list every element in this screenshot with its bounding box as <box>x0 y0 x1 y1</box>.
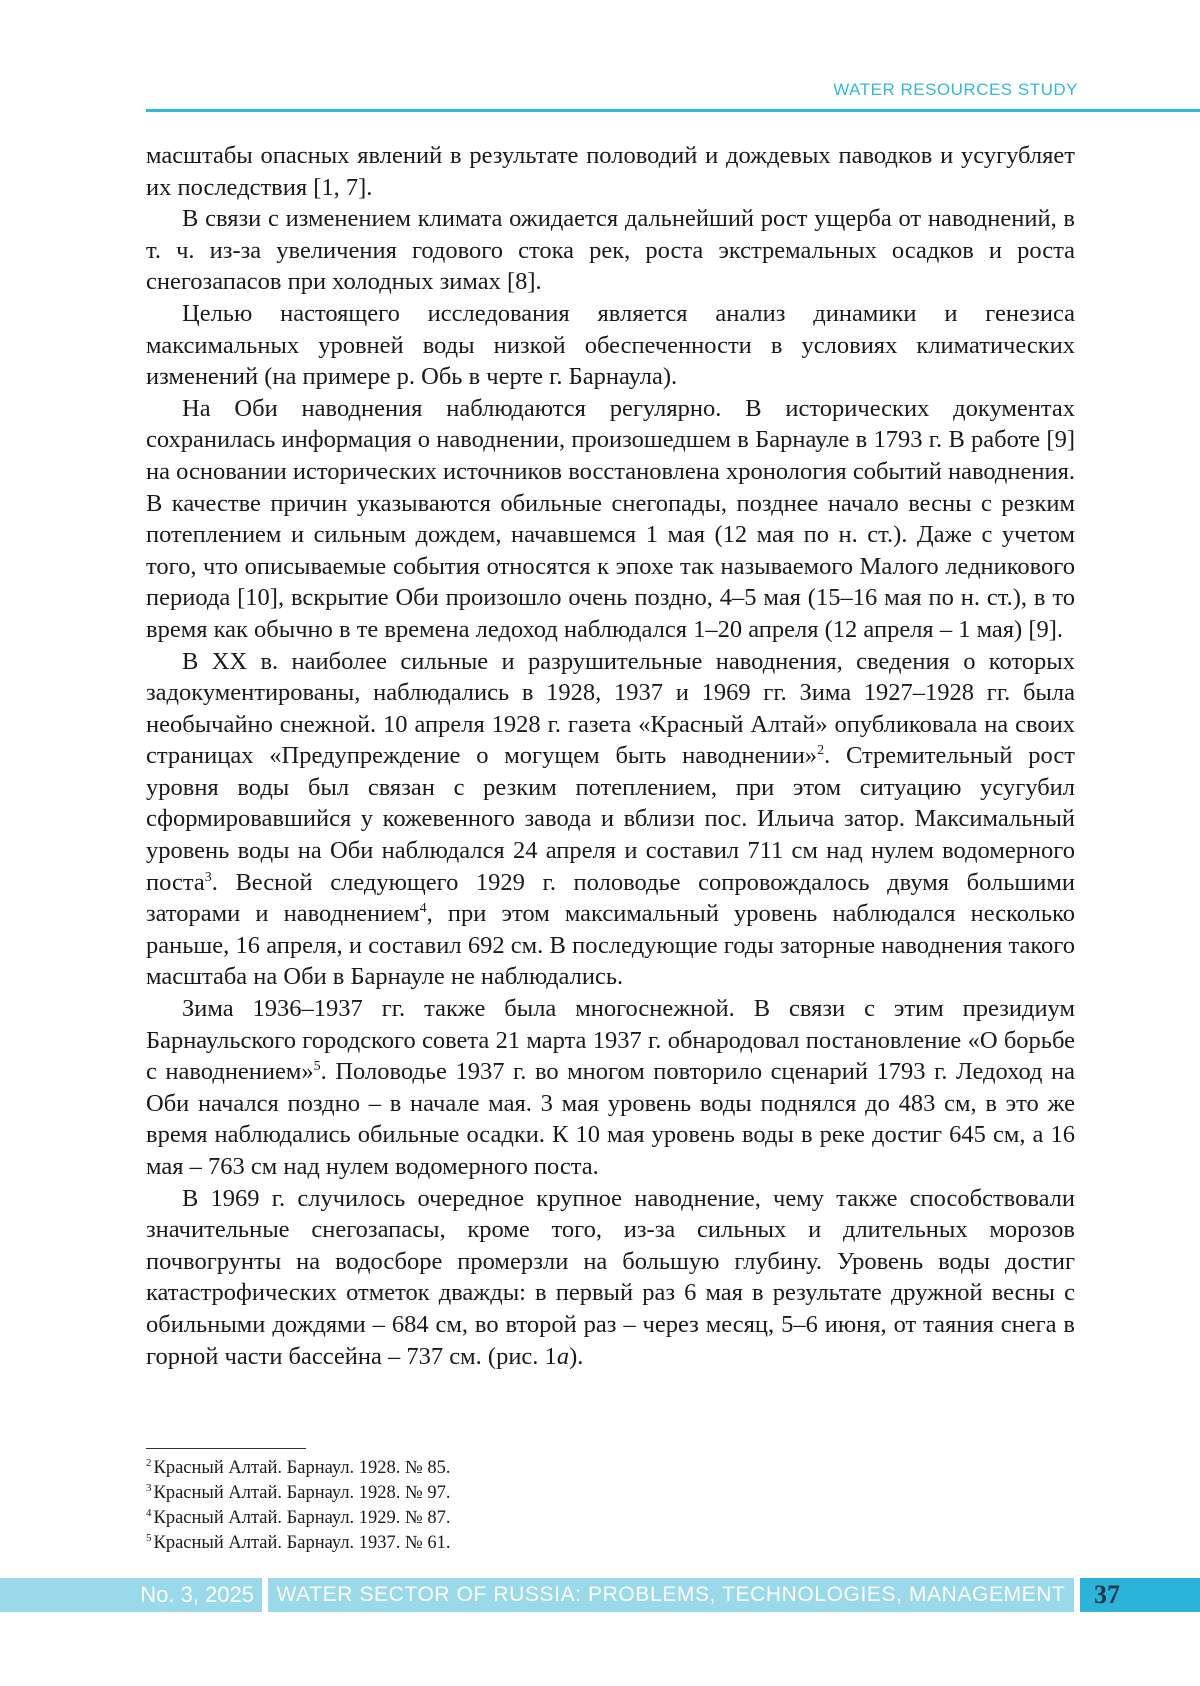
paragraph: На Оби наводнения наблюдаются регулярно. В исторических документах сохранилась информация о наводнении, произошедшем в Барнауле в 1793 г. В работе [9] на основании исторических источников восстановлена хронология событий наводнения. В качестве причин указываются обильные снегопады, позднее начало весны с резким потеплением и сильным дождем, начавшемся 1 мая (12 мая по н. ст.). Даже с учетом того, что описываемые события относятся к эпохе так называемого Малого ледникового периода [10], вскрытие Оби произошло очень поздно, 4–5 мая (15–16 мая по н. ст.), в то время как обычно в те времена ледоход наблюдался 1–20 апреля (12 апреля – 1 мая) [9]. <box>146 394 1075 643</box>
footnote-ref[interactable]: 3 <box>204 869 212 885</box>
footnote-text: Красный Алтай. Барнаул. 1928. № 97. <box>153 1483 451 1503</box>
page-footer <box>0 1578 1200 1612</box>
paragraph: Целью настоящего исследования является анализ динамики и генезиса максимальных уровней воды низкой обеспеченности в условиях климатических изменений (на примере р. Обь в черте г. Барнаула). <box>146 299 1075 391</box>
page-number: 37 <box>1080 1578 1200 1612</box>
footnote <box>146 1481 1046 1506</box>
text-run: . Стремительный рост уровня воды был связан с резким потеплением, при этом ситуацию усугубил сформировавшийся у кожевенного завода и вблизи пос. Ильича затор. Максимальный уровень воды на Оби наблюдался 24 апреля и составил 711 см над нулем водомерного поста <box>146 742 1075 896</box>
footnote-number: 5 <box>146 1531 152 1544</box>
text-run: , при этом максимальный уровень наблюдался несколько раньше, 16 апреля, и составил 692 см. В последующие годы заторные наводнения такого масштаба на Оби в Барнауле не наблюдались. <box>146 900 1075 991</box>
footnote <box>146 1456 1046 1481</box>
text-run: . Половодье 1937 г. во многом повторило сценарий 1793 г. Ледоход на Оби начался поздно – в начале мая. 3 мая уровень воды поднялся до 483 см, в это же время наблюдались обильные осадки. К 10 мая уровень воды в реке достиг 645 см, а 16 мая – 763 см над нулем водомерного поста. <box>146 1058 1075 1180</box>
running-header: WATER RESOURCES STUDY <box>833 80 1078 99</box>
footnote-text: Красный Алтай. Барнаул. 1937. № 61. <box>153 1533 451 1553</box>
journal-title: WATER SECTOR OF RUSSIA: PROBLEMS, TECHNOLOGIES, MANAGEMENT <box>268 1578 1074 1612</box>
footnote-text: Красный Алтай. Барнаул. 1929. № 87. <box>153 1508 451 1528</box>
text-run: В 1969 г. случилось очередное крупное наводнение, чему также способствовали значительные снегозапасы, кроме того, из-за сильных и длительных морозов почвогрунты на водосборе промерзли на большую глубину. Уровень воды достиг катастрофических отметок дважды: в первый раз 6 мая в результате дружной весны с обильными дождями – 684 см, во второй раз – через месяц, 5–6 июня, от таяния снега в горной части бассейна – 737 см. (рис. 1 <box>146 1184 1075 1370</box>
paragraph: масштабы опасных явлений в результате половодий и дождевых паводков и усугубляет их последствия [1, 7]. <box>146 142 1075 201</box>
footnotes <box>146 1456 1046 1556</box>
paragraph <box>146 1183 1075 1373</box>
footnote-number: 3 <box>146 1481 152 1494</box>
text-run: . Весной следующего 1929 г. половодье сопровождалось двумя большими заторами и наводнением <box>146 868 1075 928</box>
footnote-ref[interactable]: 2 <box>817 743 825 759</box>
footnote <box>146 1506 1046 1531</box>
footnote-rule <box>146 1448 306 1449</box>
paragraph <box>146 646 1075 994</box>
footnote <box>146 1531 1046 1556</box>
paragraph <box>146 993 1075 1183</box>
text-run: В XX в. наиболее сильные и разрушительные наводнения, сведения о которых задокументированы, наблюдались в 1928, 1937 и 1969 гг. Зима 1927–1928 гг. была необычайно снежной. 10 апреля 1928 г. газета «Красный Алтай» опубликовала на своих страницах «Предупреждение о могущем быть наводнении» <box>146 647 1075 770</box>
footnote-number: 4 <box>146 1506 152 1519</box>
paragraph: В связи с изменением климата ожидается дальнейший рост ущерба от наводнений, в т. ч. из-за увеличения годового стока рек, роста экстремальных осадков и роста снегозапасов при холодных зимах [8]. <box>146 205 1075 296</box>
issue-label: No. 3, 2025 <box>0 1578 262 1612</box>
text-run: ). <box>569 1342 584 1370</box>
figure-ref[interactable]: а <box>556 1342 570 1370</box>
footnote-text: Красный Алтай. Барнаул. 1928. № 85. <box>153 1458 451 1478</box>
text-run: Зима 1936–1937 гг. также была многоснежной. В связи с этим президиум Барнаульского городского совета 21 марта 1937 г. обнародовал постановление «О борьбе с наводнением» <box>146 995 1075 1086</box>
article-body <box>146 140 1075 1372</box>
footnote-ref[interactable]: 5 <box>313 1059 321 1075</box>
footnote-number: 2 <box>146 1456 152 1469</box>
header-rule <box>146 109 1200 112</box>
footnote-ref[interactable]: 4 <box>419 901 427 917</box>
